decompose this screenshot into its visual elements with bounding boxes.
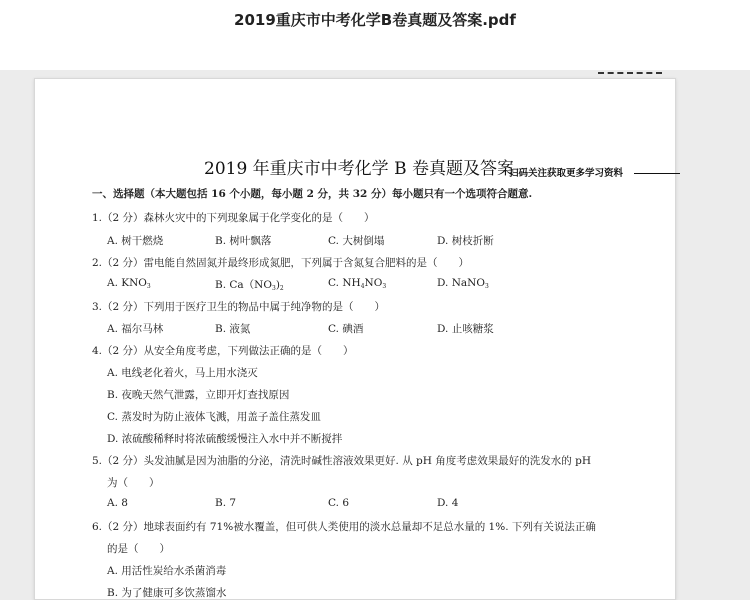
question-6-continued: 的是（ ） (107, 543, 170, 555)
option-5c: C. 6 (328, 497, 350, 509)
corner-marker (598, 72, 662, 74)
option-1a: A. 树干燃烧 (107, 235, 164, 247)
option-4a: A. 电线老化着火，马上用水浇灭 (107, 367, 258, 379)
option-6b: B. 为了健康可多饮蒸馏水 (107, 587, 227, 599)
viewer-toolbar (0, 0, 750, 70)
option-5d: D. 4 (437, 497, 459, 509)
section-heading: 一、选择题（本大题包括 16 个小题，每小题 2 分，共 32 分）每小题只有一个选项符合题意. (92, 188, 533, 200)
option-3c: C. 碘酒 (328, 323, 364, 335)
option-2c: C. $NH_4NO_3$ (328, 277, 387, 290)
question-6: 6.（2 分）地球表面约有 71%被水覆盖，但可供人类使用的淡水总量却不足总水量的 1%. 下列有关说法正确 (92, 521, 596, 533)
question-5-continued: 为（ ） (107, 477, 160, 489)
option-5b: B. 7 (215, 497, 237, 509)
option-1c: C. 大树倒塌 (328, 235, 385, 247)
document-title: 2019 年重庆市中考化学 B 卷真题及答案 (204, 159, 514, 179)
scan-note: 扫码关注获取更多学习资料 (509, 168, 624, 179)
option-2b: B. $Ca(NO_3)_2$ (215, 279, 284, 292)
option-2a: A. $KNO_3$ (107, 277, 151, 290)
option-4b: B. 夜晚天然气泄露，立即开灯查找原因 (107, 389, 290, 401)
question-3: 3.（2 分）下列用于医疗卫生的物品中属于纯净物的是（ ） (92, 301, 386, 313)
option-3b: B. 液氮 (215, 323, 251, 335)
option-3a: A. 福尔马林 (107, 323, 164, 335)
option-1b: B. 树叶飘落 (215, 235, 272, 247)
question-4: 4.（2 分）从安全角度考虑，下列做法正确的是（ ） (92, 345, 354, 357)
option-6a: A. 用活性炭给水杀菌消毒 (107, 565, 227, 577)
question-2: 2.（2 分）雷电能自然固氮并最终形成氮肥，下列属于含氮复合肥料的是（ ） (92, 257, 470, 269)
question-1: 1.（2 分）森林火灾中的下列现象属于化学变化的是（ ） (92, 212, 375, 224)
option-3d: D. 止咳糖浆 (437, 323, 494, 335)
question-5: 5.（2 分）头发油腻是因为油脂的分泌，清洗时碱性溶液效果更好. 从 pH 角度考虑效果最好的洗发水的 pH (92, 455, 591, 467)
option-5a: A. 8 (107, 497, 128, 509)
scan-note-rule (634, 173, 680, 174)
option-4d: D. 浓硫酸稀释时将浓硫酸缓慢注入水中并不断搅拌 (107, 433, 343, 445)
option-4c: C. 蒸发时为防止液体飞溅，用盖子盖住蒸发皿 (107, 411, 321, 423)
option-2d: D. NaNO$_3$ (437, 277, 489, 290)
file-title: 2019重庆市中考化学B卷真题及答案.pdf (234, 11, 516, 29)
option-1d: D. 树枝折断 (437, 235, 494, 247)
